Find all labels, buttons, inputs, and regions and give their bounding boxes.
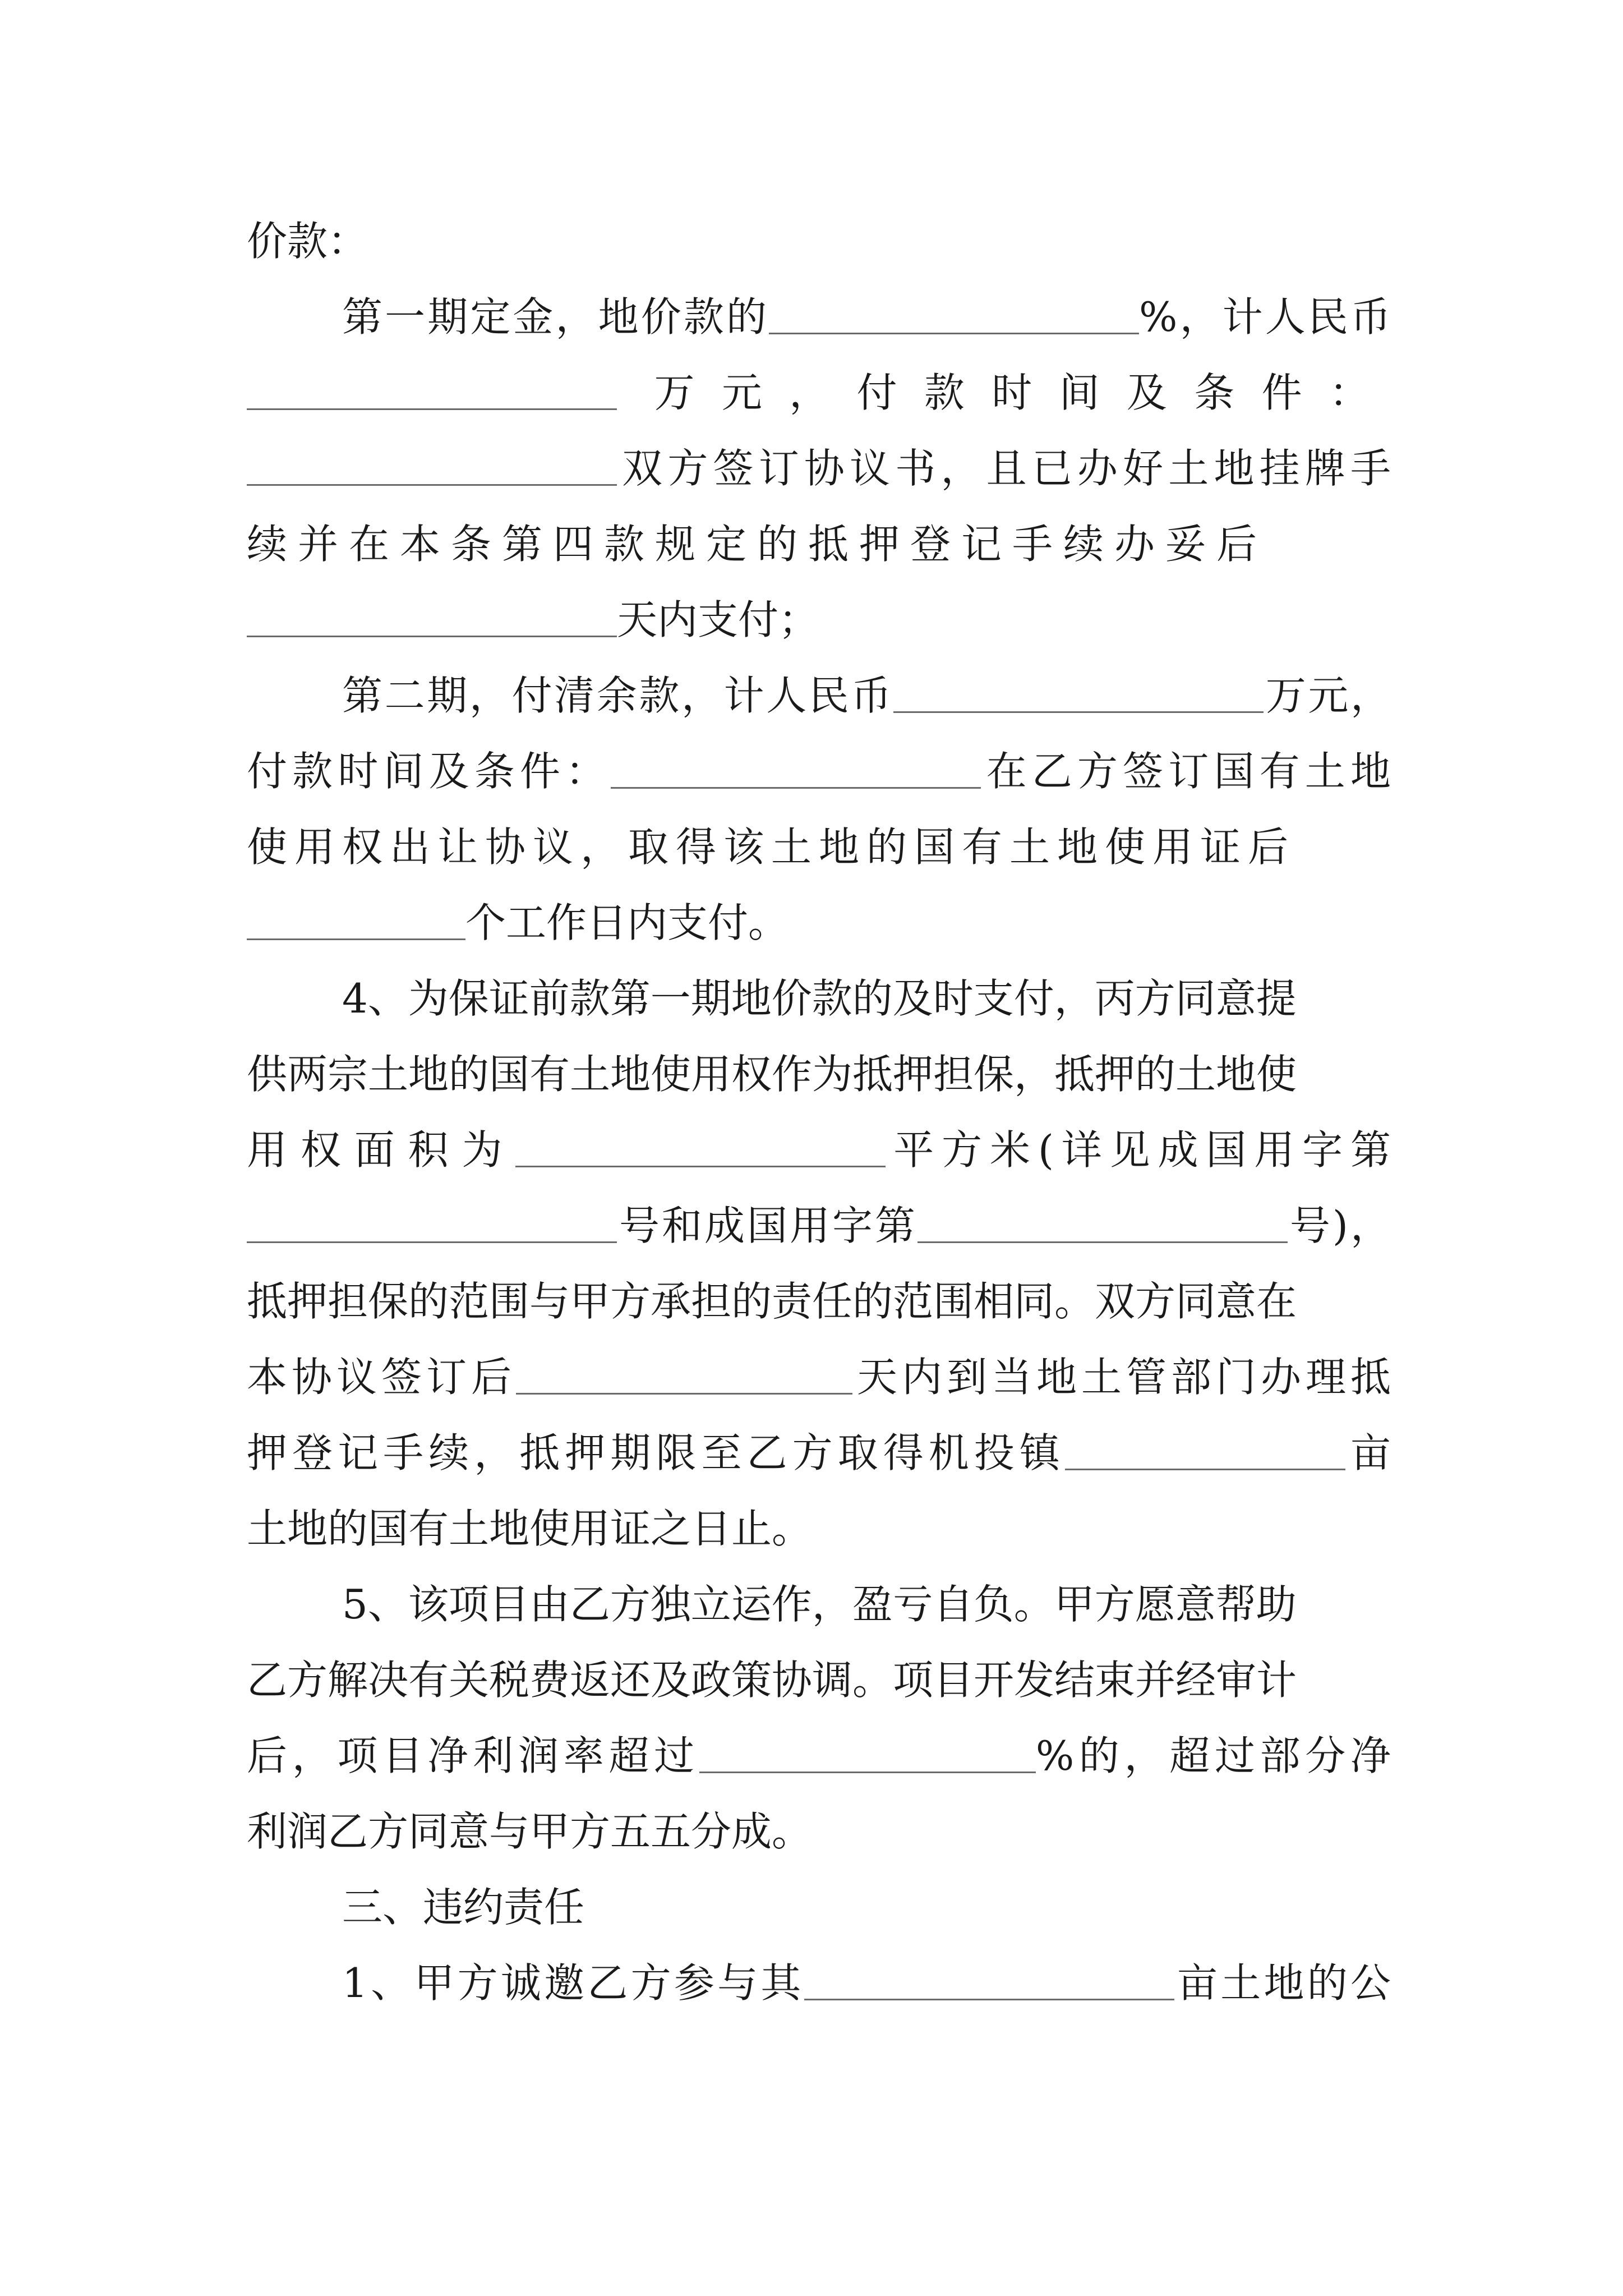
line-text: 万元， [1264, 672, 1391, 719]
line-text: 押登记手续，抵押期限至乙方取得机投镇 [247, 1429, 1065, 1476]
text-line [247, 355, 1391, 431]
fill-blank[interactable] [769, 299, 1139, 334]
fill-blank[interactable] [247, 1208, 617, 1243]
line-text: 双方签订协议书，且已办好土地挂牌手 [617, 445, 1391, 492]
text-line [247, 1718, 1391, 1794]
line-text: 第一期定金，地价款的 [342, 293, 769, 341]
fill-blank[interactable] [247, 450, 617, 486]
fill-blank[interactable] [893, 678, 1264, 713]
text-line [247, 1945, 1391, 2021]
text-line [247, 1263, 1391, 1340]
line-text: 号)， [1287, 1202, 1391, 1249]
text-line [247, 506, 1391, 582]
line-text: 三、违约责任 [342, 1884, 585, 1931]
line-text: 亩 [1345, 1429, 1391, 1476]
line-text: 天内到当地土管部门办理抵 [852, 1354, 1391, 1401]
text-line [247, 203, 1391, 279]
fill-blank[interactable] [516, 1359, 852, 1395]
text-line [247, 1642, 1391, 1718]
line-text: 续并在本条第四款规定的抵押登记手续办妥后 [247, 521, 1268, 568]
line-text: 乙方解决有关税费返还及政策协调。项目开发结束并经审计 [247, 1657, 1297, 1704]
line-text: 第二期，付清余款，计人民币 [342, 672, 894, 719]
fill-blank[interactable] [699, 1738, 1036, 1773]
line-text: 1、甲方诚邀乙方参与其 [342, 1959, 804, 2007]
line-text: 抵押担保的范围与甲方承担的责任的范围相同。双方同意在 [247, 1278, 1297, 1325]
text-line [247, 1566, 1391, 1642]
line-text: %，计人民币 [1139, 293, 1391, 341]
line-text: 土地的国有土地使用证之日止。 [247, 1505, 813, 1552]
line-text: 4、为保证前款第一期地价款的及时支付，丙方同意提 [342, 975, 1297, 1022]
line-text: 价款： [247, 218, 368, 265]
line-text: %的，超过部分净 [1035, 1732, 1391, 1779]
text-line [247, 657, 1391, 734]
fill-blank[interactable] [247, 905, 465, 940]
text-line [247, 1188, 1391, 1264]
text-line [247, 430, 1391, 507]
line-text: 供两宗土地的国有土地使用权作为抵押担保，抵押的土地使 [247, 1051, 1297, 1098]
fill-blank[interactable] [247, 602, 617, 637]
fill-blank[interactable] [515, 1132, 886, 1167]
line-text: 后，项目净利润率超过 [247, 1732, 699, 1779]
text-line [247, 733, 1391, 809]
section-heading [247, 1869, 1391, 1945]
fill-blank[interactable] [611, 753, 981, 789]
line-text: 天内支付； [617, 596, 819, 643]
text-line [247, 1036, 1391, 1112]
text-line [247, 1793, 1391, 1870]
fill-blank[interactable] [804, 1965, 1174, 2000]
fill-blank[interactable] [1065, 1435, 1345, 1470]
fill-blank[interactable] [917, 1208, 1288, 1243]
fill-blank[interactable] [247, 375, 617, 410]
line-text: 个工作日内支付。 [465, 899, 789, 946]
line-text: 平方米(详见成国用字第 [886, 1126, 1391, 1174]
line-text: 使用权出让协议，取得该土地的国有土地使用证后 [247, 823, 1296, 871]
line-text: 亩土地的公 [1174, 1959, 1391, 2007]
line-text: 本协议签订后 [247, 1354, 516, 1401]
line-text: 号和成国用字第 [617, 1202, 917, 1249]
line-text: 在乙方签订国有土地 [981, 748, 1391, 795]
text-line [247, 1490, 1391, 1567]
text-line [247, 1339, 1391, 1415]
line-text: 利润乙方同意与甲方五五分成。 [247, 1808, 813, 1855]
line-text: 万元，付款时间及条件： [654, 369, 1391, 416]
text-line [247, 885, 1391, 961]
text-line [247, 809, 1391, 885]
text-line [247, 1112, 1391, 1188]
line-text: 付款时间及条件： [247, 748, 611, 795]
text-line [247, 1415, 1391, 1491]
line-text: 用权面积为 [247, 1126, 516, 1174]
text-line [247, 960, 1391, 1037]
line-text: 5、该项目由乙方独立运作，盈亏自负。甲方愿意帮助 [342, 1581, 1297, 1628]
text-line [247, 582, 1391, 658]
text-line [247, 279, 1391, 355]
